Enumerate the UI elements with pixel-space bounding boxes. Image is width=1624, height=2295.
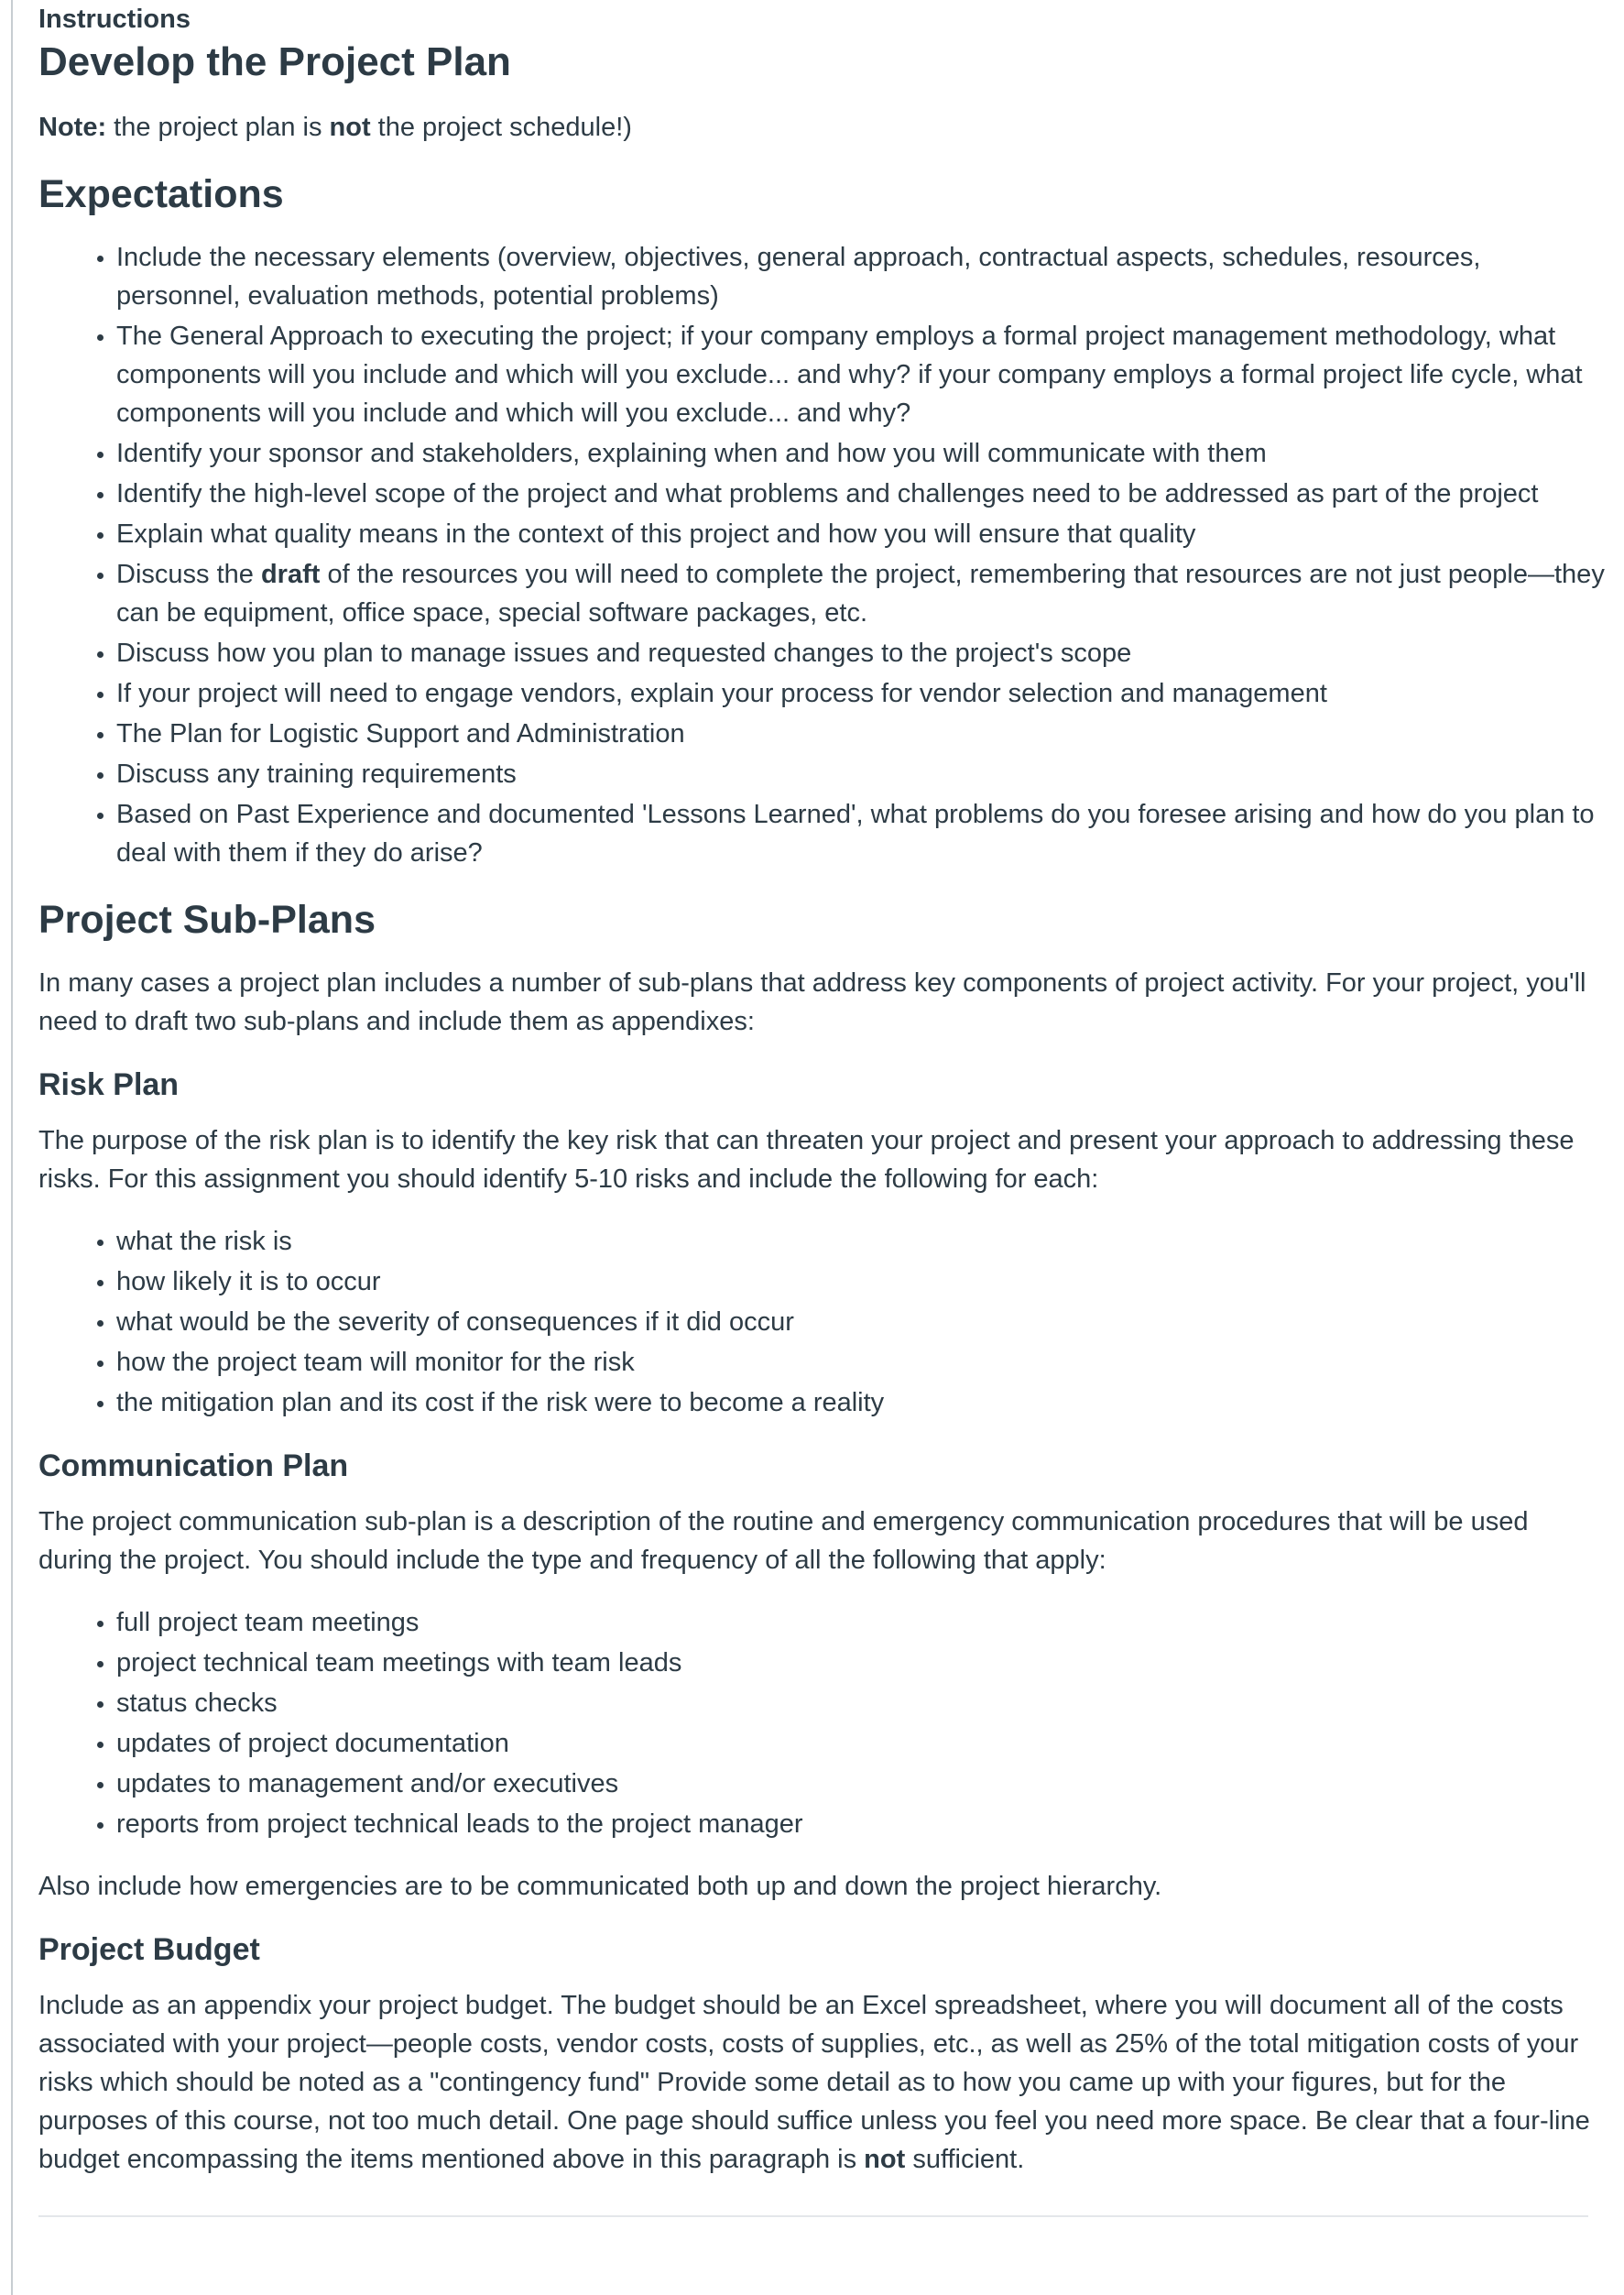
budget-bold: not — [864, 2145, 906, 2174]
list-item: • what would be the severity of consequences if it did occur — [116, 1303, 1607, 1341]
communication-plan-outro: Also include how emergencies are to be communicated both up and down the project hierarchy. — [38, 1872, 1162, 1901]
communication-plan-intro: The project communication sub-plan is a description of the routine and emergency communication procedures that will be used during the project. You should include the type and frequency of all the following that apply: — [38, 1507, 1529, 1575]
list-item: • project technical team meetings with team leads — [116, 1644, 1607, 1682]
note-bold: not — [329, 113, 371, 142]
list-item: • status checks — [116, 1684, 1607, 1722]
list-item: • The General Approach to executing the project; if your company employs a formal project management methodology, what components will you include and which will you exclude... and why? if your company employs a formal project life cycle, what components will you include and which will you exclude... and why? — [116, 317, 1607, 432]
note-paragraph — [38, 108, 1607, 147]
assignment-content — [38, 0, 1607, 2217]
list-item: • Based on Past Experience and documented 'Lessons Learned', what problems do you foresee arising and how do you plan to deal with them if they do arise? — [116, 795, 1607, 872]
assignment-page — [11, 0, 1624, 2295]
list-item: • Discuss any training requirements — [116, 755, 1607, 793]
list-item — [116, 555, 1607, 632]
budget-text-1: Include as an appendix your project budget. The budget should be an Excel spreadsheet, where you will document all of the costs associated with your project—people costs, vendor costs, costs of supplies, etc., as well as 25% of the total mitigation costs of your risks which should be noted as a "contingency fund" Provide some detail as to how you came up with your figures, but for the purposes of this course, not too much detail. One page should suffice unless you feel you need more space. Be clear that a four-line budget encompassing the items mentioned above in this paragraph is — [38, 1991, 1590, 2174]
subplans-intro: In many cases a project plan includes a number of sub-plans that address key components of project activity. For your project, you'll need to draft two sub-plans and include them as appendixes: — [38, 968, 1586, 1036]
risk-plan-list — [38, 1222, 1607, 1422]
expectations-list — [38, 238, 1607, 872]
subplans-heading: Project Sub-Plans — [38, 898, 376, 942]
list-item: • how likely it is to occur — [116, 1262, 1607, 1301]
content-divider — [38, 2215, 1588, 2217]
list-item-bold: draft — [260, 560, 321, 589]
list-item: • Explain what quality means in the context of this project and how you will ensure that quality — [116, 515, 1607, 553]
communication-plan-heading: Communication Plan — [38, 1448, 349, 1483]
list-item-text-2: of the resources you will need to complete the project, remembering that resources are not just people—they can be equipment, office space, special software packages, etc. — [116, 560, 1605, 628]
note-text-2: the project schedule!) — [370, 113, 632, 142]
list-item: • the mitigation plan and its cost if the risk were to become a reality — [116, 1383, 1607, 1422]
expectations-heading: Expectations — [38, 172, 284, 216]
risk-plan-intro: The purpose of the risk plan is to identify the key risk that can threaten your project and present your approach to addressing these risks. For this assignment you should identify 5-10 risks and include the following for each: — [38, 1126, 1575, 1194]
list-item: • If your project will need to engage vendors, explain your process for vendor selection and management — [116, 674, 1607, 713]
budget-text-2: sufficient. — [905, 2145, 1025, 2174]
list-item: • Include the necessary elements (overview, objectives, general approach, contractual aspects, schedules, resources, personnel, evaluation methods, potential problems) — [116, 238, 1607, 315]
list-item: • reports from project technical leads to the project manager — [116, 1805, 1607, 1843]
list-item: • what the risk is — [116, 1222, 1607, 1261]
list-item-text-1: Discuss the — [116, 560, 261, 589]
page-title: Develop the Project Plan — [38, 39, 511, 84]
note-label: Note: — [38, 113, 107, 142]
communication-plan-list — [38, 1603, 1607, 1843]
list-item: • updates of project documentation — [116, 1724, 1607, 1763]
list-item: • updates to management and/or executives — [116, 1765, 1607, 1803]
list-item: • full project team meetings — [116, 1603, 1607, 1642]
budget-paragraph — [38, 1986, 1607, 2179]
list-item: • Identify the high-level scope of the project and what problems and challenges need to be addressed as part of the project — [116, 475, 1607, 513]
budget-heading: Project Budget — [38, 1932, 260, 1967]
note-text-1: the project plan is — [106, 113, 330, 142]
list-item: • how the project team will monitor for the risk — [116, 1343, 1607, 1382]
list-item: • The Plan for Logistic Support and Administration — [116, 715, 1607, 753]
list-item: • Identify your sponsor and stakeholders, explaining when and how you will communicate with them — [116, 434, 1607, 473]
list-item: • Discuss how you plan to manage issues and requested changes to the project's scope — [116, 634, 1607, 672]
risk-plan-heading: Risk Plan — [38, 1067, 180, 1102]
section-label: Instructions — [38, 5, 191, 34]
